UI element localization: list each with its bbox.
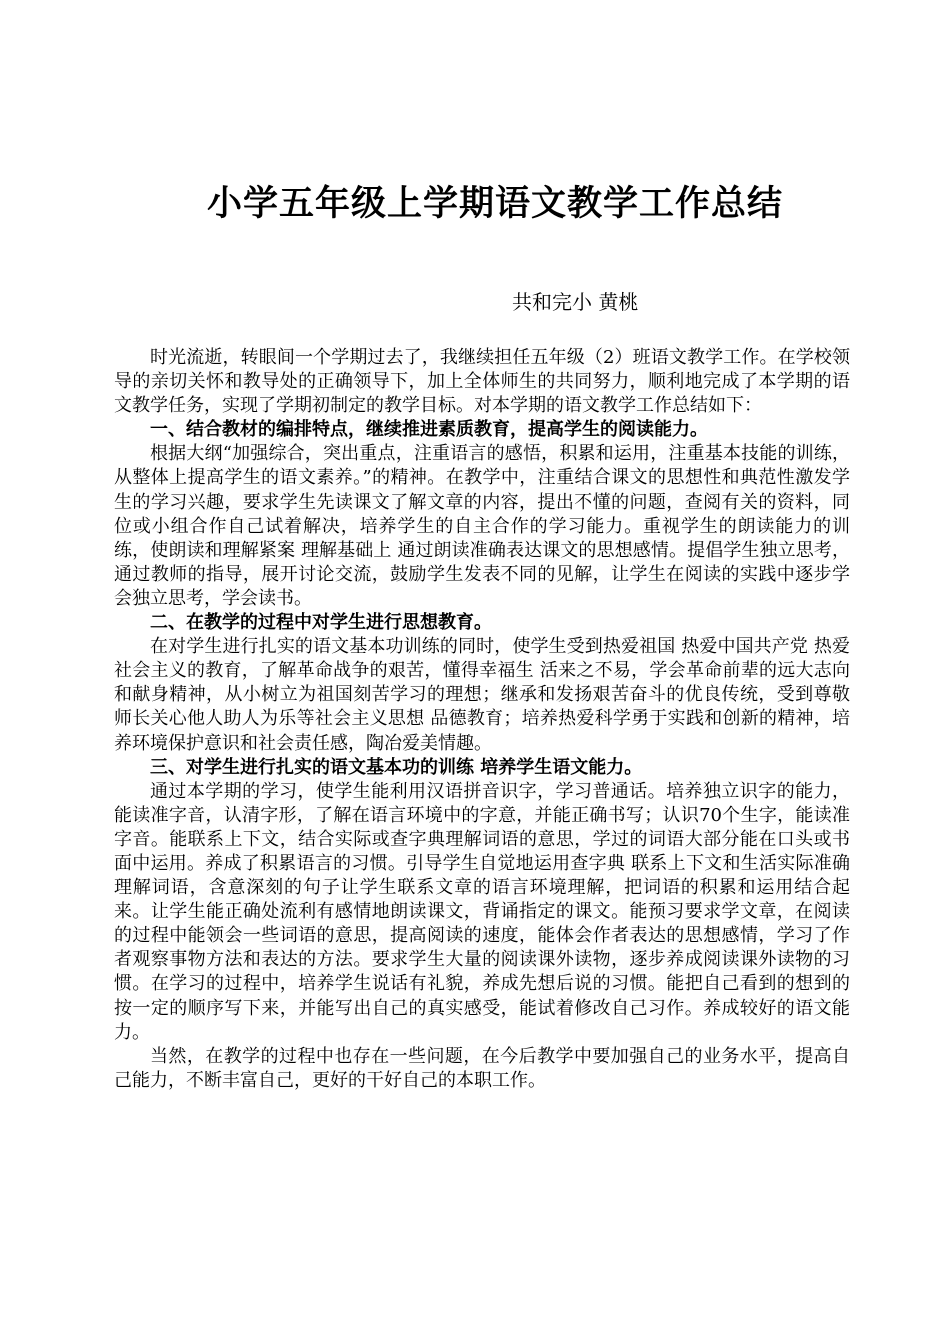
document-author: 共和完小 黄桃: [512, 290, 639, 314]
section-heading-1: 一、结合教材的编排特点，继续推进素质教育，提高学生的阅读能力。: [150, 419, 708, 441]
section-paragraph-1: 根据大纲“加强综合，突出重点，注重语言的感悟，积累和运用，注重基本技能的训练，从整体上提高学生的语文素养。”的精神。在教学中，注重结合课文的思想性和典范性激发学生的学习兴趣，要求学生先读课文了解文章的内容，提出不懂的问题，查阅有关的资料，同位或小组合作自己试着解决，培养学生的自主合作的学习能力。重视学生的朗读能力的训练，使朗读和理解紧案 理解基础上 通过朗读准确表达课文的思想感情。提倡学生独立思考，通过教师的指导，展开讨论交流，鼓励学生发表不同的见解，让学生在阅读的实践中逐步学会独立思考，学会读书。: [114, 443, 850, 609]
document-body: [114, 346, 850, 1093]
section-heading-2: 二、在教学的过程中对学生进行思想教育。: [150, 612, 492, 634]
intro-paragraph: 时光流逝，转眼间一个学期过去了，我继续担任五年级（2）班语文教学工作。在学校领导的亲切关怀和教导处的正确领导下，加上全体师生的共同努力，顺利地完成了本学期的语文教学任务，实现了学期初制定的教学目标。对本学期的语文教学工作总结如下：: [114, 347, 850, 417]
section-paragraph-3: 通过本学期的学习，使学生能利用汉语拼音识字，学习普通话。培养独立识字的能力，能读准字音，认清字形，了解在语言环境中的字意，并能正确书写；认识70个生字，能读准字音。能联系上下文，结合实际或查字典理解词语的意思，学过的词语大部分能在口头或书面中运用。养成了积累语言的习惯。引导学生自觉地运用查字典 联系上下文和生活实际准确理解词语，含意深刻的句子让学生联系文章的语言环境理解，把词语的积累和运用结合起来。让学生能正确处流利有感情地朗读课文，背诵指定的课文。能预习要求学文章，在阅读的过程中能领会一些词语的意思，提高阅读的速度，能体会作者表达的思想感情，学习了作者观察事物方法和表达的方法。要求学生大量的阅读课外读物，逐步养成阅读课外读物的习惯。在学习的过程中，培养学生说话有礼貌，养成先想后说的习惯。能把自己看到的想到的按一定的顺序写下来，并能写出自己的真实感受，能试着修改自己习作。养成较好的语文能力。: [114, 780, 850, 1043]
document-title: 小学五年级上学期语文教学工作总结: [206, 184, 783, 224]
conclusion-paragraph: 当然，在教学的过程中也存在一些问题，在今后教学中要加强自己的业务水平，提高自己能力，不断丰富自己，更好的干好自己的本职工作。: [114, 1045, 850, 1091]
section-paragraph-2: 在对学生进行扎实的语文基本功训练的同时，使学生受到热爱祖国 热爱中国共产党 热爱社会主义的教育，了解革命战争的艰苦，懂得幸福生 活来之不易，学会革命前辈的远大志向和献身精神，从小树立为祖国刻苦学习的理想；继承和发扬艰苦奋斗的优良传统，受到尊敬师长关心他人助人为乐等社会主义思想 品德教育；培养热爱科学勇于实践和创新的精神，培养环境保护意识和社会责任感，陶冶爱美情趣。: [114, 636, 850, 754]
section-heading-3: 三、对学生进行扎实的语文基本功的训练 培养学生语文能力。: [150, 756, 643, 778]
